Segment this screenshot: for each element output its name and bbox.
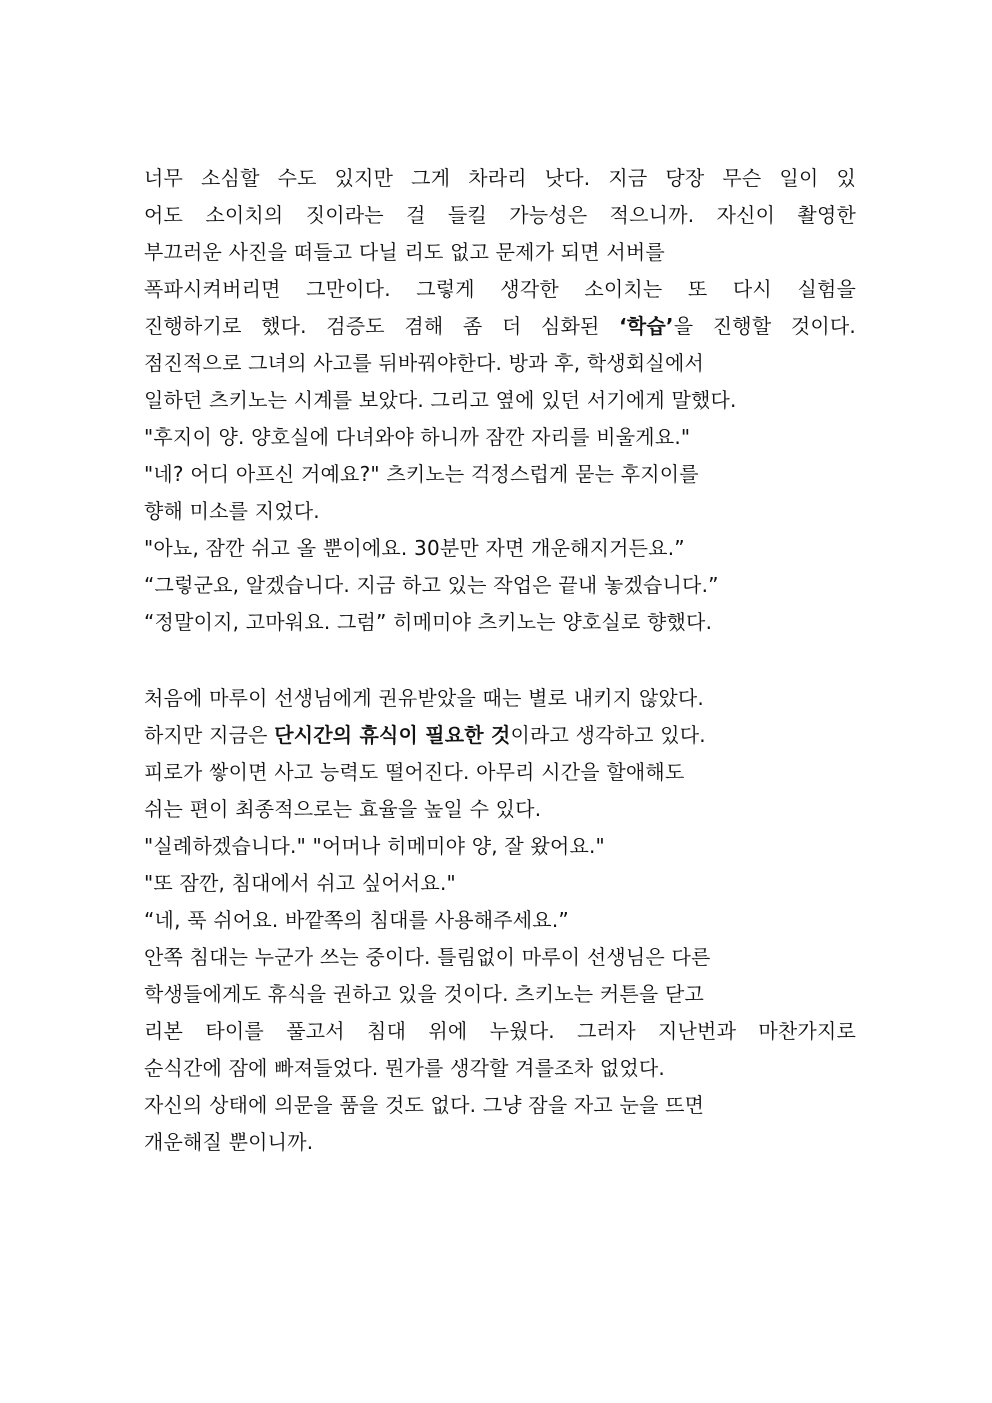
paragraph-line: 점진적으로 그녀의 사고를 뒤바꿔야한다. 방과 후, 학생회실에서 — [144, 351, 704, 375]
emphasis-text: ‘학습’ — [619, 314, 674, 338]
paragraph-line: 학생들에게도 휴식을 권하고 있을 것이다. 츠키노는 커튼을 닫고 — [144, 982, 704, 1006]
paragraph-line: "실례하겠습니다." "어머나 히메미야 양, 잘 왔어요." — [144, 834, 605, 858]
paragraph-2 — [144, 680, 856, 1161]
paragraph-line-with-emphasis — [144, 717, 856, 754]
paragraph-line: "또 잠깐, 침대에서 쉬고 싶어서요." — [144, 871, 456, 895]
paragraph-line: 처음에 마루이 선생님에게 권유받았을 때는 별로 내키지 않았다. — [144, 686, 704, 710]
paragraph-line: 피로가 쌓이면 사고 능력도 떨어진다. 아무리 시간을 할애해도 — [144, 760, 685, 784]
line-text: 이라고 생각하고 있다. — [510, 723, 706, 747]
paragraph-line: "네? 어디 아프신 거예요?" 츠키노는 걱정스럽게 묻는 후지이를 — [144, 462, 699, 486]
paragraph-line: “네, 푹 쉬어요. 바깥쪽의 침대를 사용해주세요.” — [144, 908, 569, 932]
paragraph-line: 자신의 상태에 의문을 품을 것도 없다. 그냥 잠을 자고 눈을 뜨면 — [144, 1093, 705, 1117]
paragraph-line: 쉬는 편이 최종적으로는 효율을 높일 수 있다. — [144, 797, 542, 821]
paragraph-1 — [144, 160, 856, 641]
line-text: 을 진행할 것이다. — [673, 314, 856, 338]
paragraph-line: “그렇군요, 알겠습니다. 지금 하고 있는 작업은 끝내 놓겠습니다.” — [144, 573, 719, 597]
line-text: 하지만 지금은 — [144, 723, 275, 747]
paragraph-line: 어도 소이치의 짓이라는 걸 들킬 가능성은 적으니까. 자신이 촬영한 — [144, 203, 856, 227]
paragraph-line: 개운해질 뿐이니까. — [144, 1130, 314, 1154]
paragraph-line: 리본 타이를 풀고서 침대 위에 누웠다. 그러자 지난번과 마찬가지로 — [144, 1019, 856, 1043]
paragraph-line: “정말이지, 고마워요. 그럼” 히메미야 츠키노는 양호실로 향했다. — [144, 610, 713, 634]
paragraph-line: 안쪽 침대는 누군가 쓰는 중이다. 틀림없이 마루이 선생님은 다른 — [144, 945, 711, 969]
paragraph-line: 폭파시켜버리면 그만이다. 그렇게 생각한 소이치는 또 다시 실험을 — [144, 277, 856, 301]
paragraph-line-with-emphasis — [144, 308, 856, 345]
paragraph-line: 일하던 츠키노는 시계를 보았다. 그리고 옆에 있던 서기에게 말했다. — [144, 388, 737, 412]
paragraph-line: 향해 미소를 지었다. — [144, 499, 320, 523]
emphasis-text: 단시간의 휴식이 필요한 것 — [274, 723, 511, 747]
paragraph-line: "아뇨, 잠깐 쉬고 올 뿐이에요. 30분만 자면 개운해지거든요.” — [144, 536, 685, 560]
paragraph-line: 순식간에 잠에 빠져들었다. 뭔가를 생각할 겨를조차 없었다. — [144, 1056, 665, 1080]
paragraph-line: 부끄러운 사진을 떠들고 다닐 리도 없고 문제가 되면 서버를 — [144, 240, 665, 264]
line-text: 진행하기로 했다. 검증도 겸해 좀 더 심화된 — [144, 314, 620, 338]
paragraph-line: 너무 소심할 수도 있지만 그게 차라리 낫다. 지금 당장 무슨 일이 있 — [144, 166, 856, 190]
paragraph-line: "후지이 양. 양호실에 다녀와야 하니까 잠깐 자리를 비울게요." — [144, 425, 691, 449]
